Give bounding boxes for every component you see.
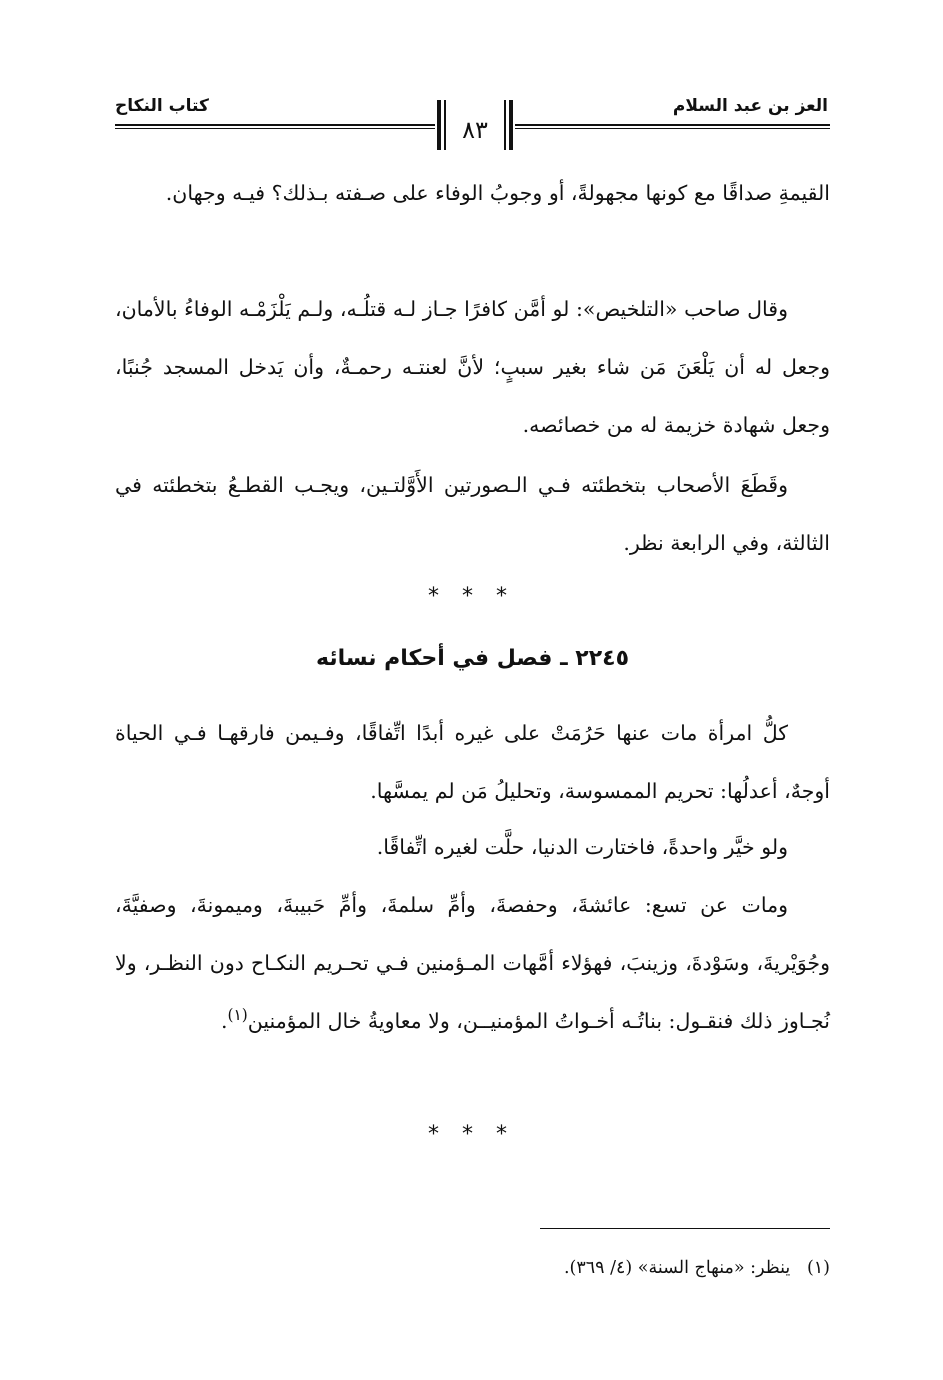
footnote-reference-mark: (١)	[227, 1006, 248, 1025]
section-separator-1: * * *	[428, 584, 515, 609]
footnote-number: (١)	[806, 1258, 830, 1278]
paragraph-3: وقَطَعَ الأصحاب بتخطئته فـي الـصورتين الأَوَّلتـين، ويجـب القطـعُ بتخطئته في الثالثة، وفي الرابعة نظر.	[115, 473, 830, 555]
paragraph-5: ولو خيَّر واحدةً، فاختارت الدنيا، حلَّت لغيره اتِّفاقًا.	[376, 835, 788, 859]
paragraph-4: كلُّ امرأة مات عنها حَرُمَتْ على غيره أبدًا اتِّفاقًا، وفـيمن فارقهـا فـي الحياة أوجهٌ، أعدلُها: تحريم الممسوسة، وتحليلُ مَن لم يمسَّها.	[115, 721, 830, 803]
running-header-book: كتاب النكاح	[115, 96, 209, 116]
header-rule-left	[115, 124, 435, 129]
footnote	[564, 1258, 830, 1278]
page-number: ٨٣	[462, 116, 488, 144]
footnote-rule	[540, 1228, 830, 1229]
paragraph-6-text: ومات عن تسع: عائشةَ، وحفصةَ، وأمِّ سلمةَ، وأمِّ حَبيبةَ، وميمونةَ، وصفيَّةَ، وجُوَيْريةَ، وسَوْدةَ، وزينبَ، فهؤلاء أمَّهات المـؤمنين فـي تحـريم النكـاح دون النظـر، ولا نُجـاوز ذلك فنقـول: بناتُـه أخـواتُ المؤمنيــن، ولا معاويةُ خال المؤمنين	[115, 893, 830, 1033]
paragraph-6	[115, 876, 830, 1050]
header-rule-right	[515, 124, 830, 129]
paragraph-6-end: .	[220, 1009, 228, 1033]
running-header-author: العز بن عبد السلام	[672, 96, 828, 116]
section-heading: ٢٢٤٥ ـ فصل في أحكام نسائه	[315, 646, 629, 671]
page-number-frame	[437, 100, 513, 150]
section-separator-2: * * *	[428, 1122, 515, 1147]
paragraph-2: وقال صاحب «التلخيص»: لو أمَّن كافرًا جـاز لـه قتلُـه، ولـم يَلْزَمْـه الوفاءُ بالأمان، وجعل له أن يَلْعَنَ مَن شاء بغير سببٍ؛ لأنَّ لعنتـه رحمـةٌ، وأن يَدخل المسجد جُنبًا، وجعل شهادة خزيمة له من خصائصه.	[115, 297, 830, 437]
paragraph-1: القيمةِ صداقًا مع كونها مجهولةً، أو وجوبُ الوفاء على صـفته بـذلك؟ فيـه وجهان.	[165, 181, 830, 205]
footnote-text: ينظر: «منهاج السنة» (٤/ ٣٦٩).	[563, 1258, 791, 1278]
